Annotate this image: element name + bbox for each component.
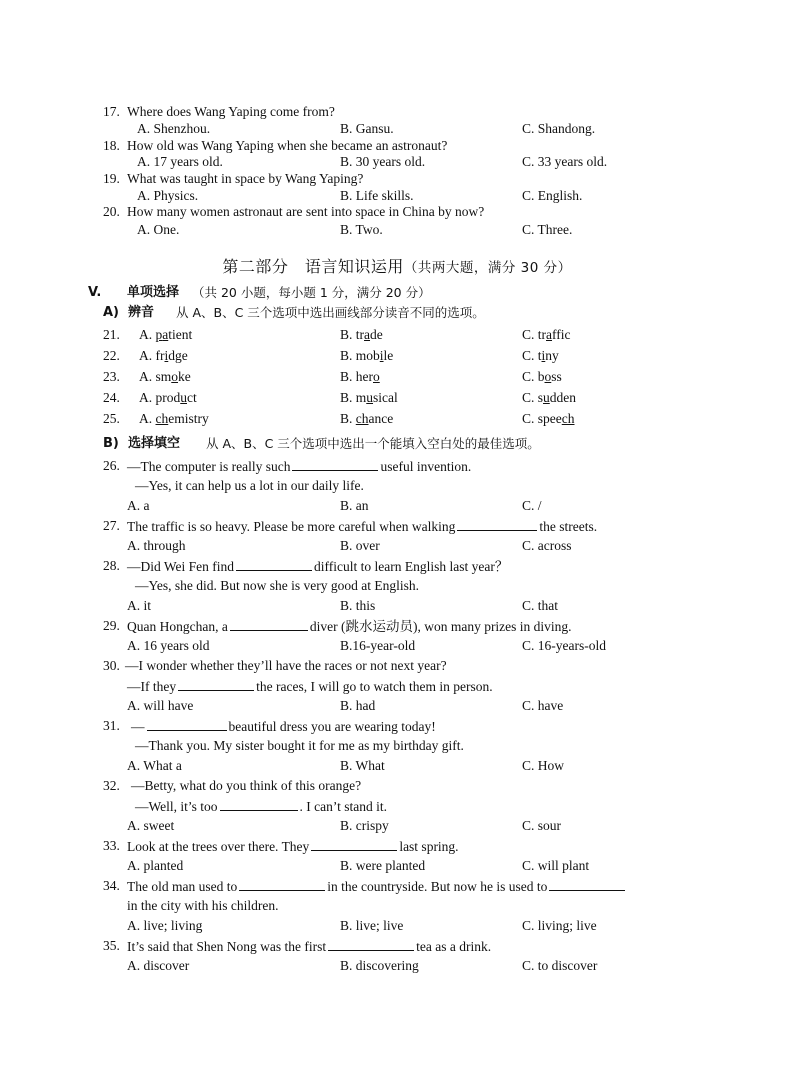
- question-number: 31.: [103, 718, 120, 733]
- question-stem: How old was Wang Yaping when she became an astronaut?: [127, 138, 448, 153]
- option-a[interactable]: A. Physics.: [137, 188, 199, 203]
- option-b[interactable]: B. Life skills.: [340, 188, 414, 203]
- section-desc: （共 20 小题，每小题 1 分，满分 20 分）: [192, 285, 431, 300]
- question-reply: —Yes, she did. But now she is very good at English.: [135, 578, 420, 593]
- question-number: 21.: [103, 327, 120, 342]
- option-c[interactable]: C. Shandong.: [522, 121, 596, 136]
- part-two-subtitle: （共两大题，满分 30 分）: [403, 260, 572, 276]
- question-stem: —Did Wei Fen find difficult to learn English last year？: [127, 559, 509, 574]
- question-stem: —The computer is really such useful invention.: [127, 459, 472, 474]
- option-b[interactable]: B. Two.: [340, 222, 383, 237]
- option-c[interactable]: C. English.: [522, 188, 583, 203]
- option-a[interactable]: A. sweet: [127, 818, 175, 833]
- question-stem-continued: in the city with his children.: [127, 898, 279, 913]
- subsection-title: 选择填空: [128, 436, 181, 451]
- option-c[interactable]: C. /: [522, 498, 542, 513]
- option-c[interactable]: C. sudden: [522, 390, 577, 405]
- answer-blank[interactable]: [292, 458, 378, 471]
- option-b[interactable]: B. over: [340, 538, 380, 553]
- option-b[interactable]: B. mobile: [340, 348, 394, 363]
- option-a[interactable]: A. discover: [127, 958, 190, 973]
- option-c[interactable]: C. tiny: [522, 348, 559, 363]
- question-reply: —Thank you. My sister bought it for me as my birthday gift.: [135, 738, 464, 753]
- question-number: 32.: [103, 778, 120, 793]
- option-c[interactable]: C. How: [522, 758, 565, 773]
- question-number: 19.: [103, 171, 120, 186]
- answer-blank[interactable]: [239, 878, 325, 891]
- question-stem: Where does Wang Yaping come from?: [127, 104, 335, 119]
- question-number: 24.: [103, 390, 120, 405]
- answer-blank[interactable]: [178, 678, 254, 691]
- option-b[interactable]: B. chance: [340, 411, 394, 426]
- answer-blank[interactable]: [457, 518, 537, 531]
- option-b[interactable]: B. trade: [340, 327, 383, 342]
- option-b[interactable]: B. discovering: [340, 958, 419, 973]
- option-c[interactable]: C. have: [522, 698, 564, 713]
- option-b[interactable]: B. musical: [340, 390, 398, 405]
- question-number: 29.: [103, 618, 120, 633]
- question-stem: — beautiful dress you are wearing today!: [131, 719, 436, 734]
- question-stem: —Betty, what do you think of this orange?: [131, 778, 362, 793]
- option-a[interactable]: A. chemistry: [139, 411, 209, 426]
- question-number: 33.: [103, 838, 120, 853]
- question-number: 27.: [103, 518, 120, 533]
- option-c[interactable]: C. sour: [522, 818, 562, 833]
- option-a[interactable]: A. will have: [127, 698, 194, 713]
- option-b[interactable]: B. What: [340, 758, 385, 773]
- answer-blank[interactable]: [147, 718, 227, 731]
- answer-blank[interactable]: [549, 878, 625, 891]
- question-number: 25.: [103, 411, 120, 426]
- section-roman: V.: [88, 285, 102, 300]
- question-number: 34.: [103, 878, 120, 893]
- question-number: 22.: [103, 348, 120, 363]
- option-c[interactable]: C. living; live: [522, 918, 597, 933]
- subsection-desc: 从 A、B、C 三个选项中选出画线部分读音不同的选项。: [176, 305, 485, 320]
- option-c[interactable]: C. will plant: [522, 858, 590, 873]
- option-a[interactable]: A. smoke: [139, 369, 191, 384]
- option-c[interactable]: C. traffic: [522, 327, 571, 342]
- answer-blank[interactable]: [311, 838, 397, 851]
- question-number: 20.: [103, 204, 120, 219]
- option-b[interactable]: B.16-year-old: [340, 638, 416, 653]
- question-number: 28.: [103, 558, 120, 573]
- option-a[interactable]: A. What a: [127, 758, 182, 773]
- option-c[interactable]: C. across: [522, 538, 572, 553]
- question-stem: —I wonder whether they’ll have the races or not next year?: [125, 658, 447, 673]
- option-c[interactable]: C. 33 years old.: [522, 154, 608, 169]
- option-a[interactable]: A. Shenzhou.: [137, 121, 211, 136]
- question-reply: —Yes, it can help us a lot in our daily life.: [135, 478, 364, 493]
- option-b[interactable]: B. crispy: [340, 818, 389, 833]
- question-stem: How many women astronaut are sent into space in China by now?: [127, 204, 485, 219]
- option-b[interactable]: B. 30 years old.: [340, 154, 426, 169]
- answer-blank[interactable]: [230, 618, 308, 631]
- part-two-heading: [0, 254, 794, 277]
- option-a[interactable]: A. fridge: [139, 348, 188, 363]
- option-b[interactable]: B. hero: [340, 369, 380, 384]
- option-c[interactable]: C. Three.: [522, 222, 573, 237]
- part-two-title: 第二部分 语言知识运用: [222, 257, 404, 276]
- option-a[interactable]: A. One.: [137, 222, 180, 237]
- answer-blank[interactable]: [328, 938, 414, 951]
- question-reply: —Well, it’s too . I can’t stand it.: [135, 799, 388, 814]
- answer-blank[interactable]: [220, 798, 298, 811]
- question-number: 18.: [103, 138, 120, 153]
- question-stem: The old man used to in the countryside. But now he is used to: [127, 878, 627, 895]
- question-stem: It’s said that Shen Nong was the first tea as a drink.: [127, 939, 492, 954]
- option-b[interactable]: B. live; live: [340, 918, 404, 933]
- question-number: 26.: [103, 458, 120, 473]
- option-c[interactable]: C. speech: [522, 411, 575, 426]
- option-a[interactable]: A. it: [127, 598, 152, 613]
- question-number: 30.: [103, 658, 120, 673]
- question-number: 35.: [103, 938, 120, 953]
- option-a[interactable]: A. patient: [139, 327, 193, 342]
- option-b[interactable]: B. had: [340, 698, 376, 713]
- option-a[interactable]: A. live; living: [127, 918, 203, 933]
- option-a[interactable]: A. 16 years old: [127, 638, 210, 653]
- question-stem: What was taught in space by Wang Yaping?: [127, 171, 364, 186]
- question-stem: The traffic is so heavy. Please be more careful when walking the streets.: [127, 519, 598, 534]
- option-c[interactable]: C. 16-years-old: [522, 638, 606, 653]
- option-c[interactable]: C. boss: [522, 369, 562, 384]
- subsection-title: 辨音: [128, 305, 155, 320]
- option-b[interactable]: B. Gansu.: [340, 121, 394, 136]
- option-a[interactable]: A. planted: [127, 858, 184, 873]
- section-title: 单项选择: [127, 285, 180, 300]
- subsection-desc: 从 A、B、C 三个选项中选出一个能填入空白处的最佳选项。: [206, 436, 540, 451]
- option-b[interactable]: B. an: [340, 498, 369, 513]
- question-number: 23.: [103, 369, 120, 384]
- subsection-label: B): [103, 436, 119, 451]
- question-number: 17.: [103, 104, 120, 119]
- answer-blank[interactable]: [236, 558, 312, 571]
- subsection-label: A): [103, 305, 120, 320]
- question-stem: Quan Hongchan, a diver (跳水运动员), won many prizes in diving.: [127, 619, 572, 634]
- option-a[interactable]: A. product: [139, 390, 197, 405]
- option-a[interactable]: A. 17 years old.: [137, 154, 223, 169]
- option-b[interactable]: B. were planted: [340, 858, 426, 873]
- option-c[interactable]: C. that: [522, 598, 558, 613]
- option-a[interactable]: A. through: [127, 538, 186, 553]
- question-reply: —If they the races, I will go to watch them in person.: [127, 679, 493, 694]
- option-c[interactable]: C. to discover: [522, 958, 598, 973]
- option-b[interactable]: B. this: [340, 598, 376, 613]
- question-stem: Look at the trees over there. They last spring.: [127, 839, 459, 854]
- option-a[interactable]: A. a: [127, 498, 150, 513]
